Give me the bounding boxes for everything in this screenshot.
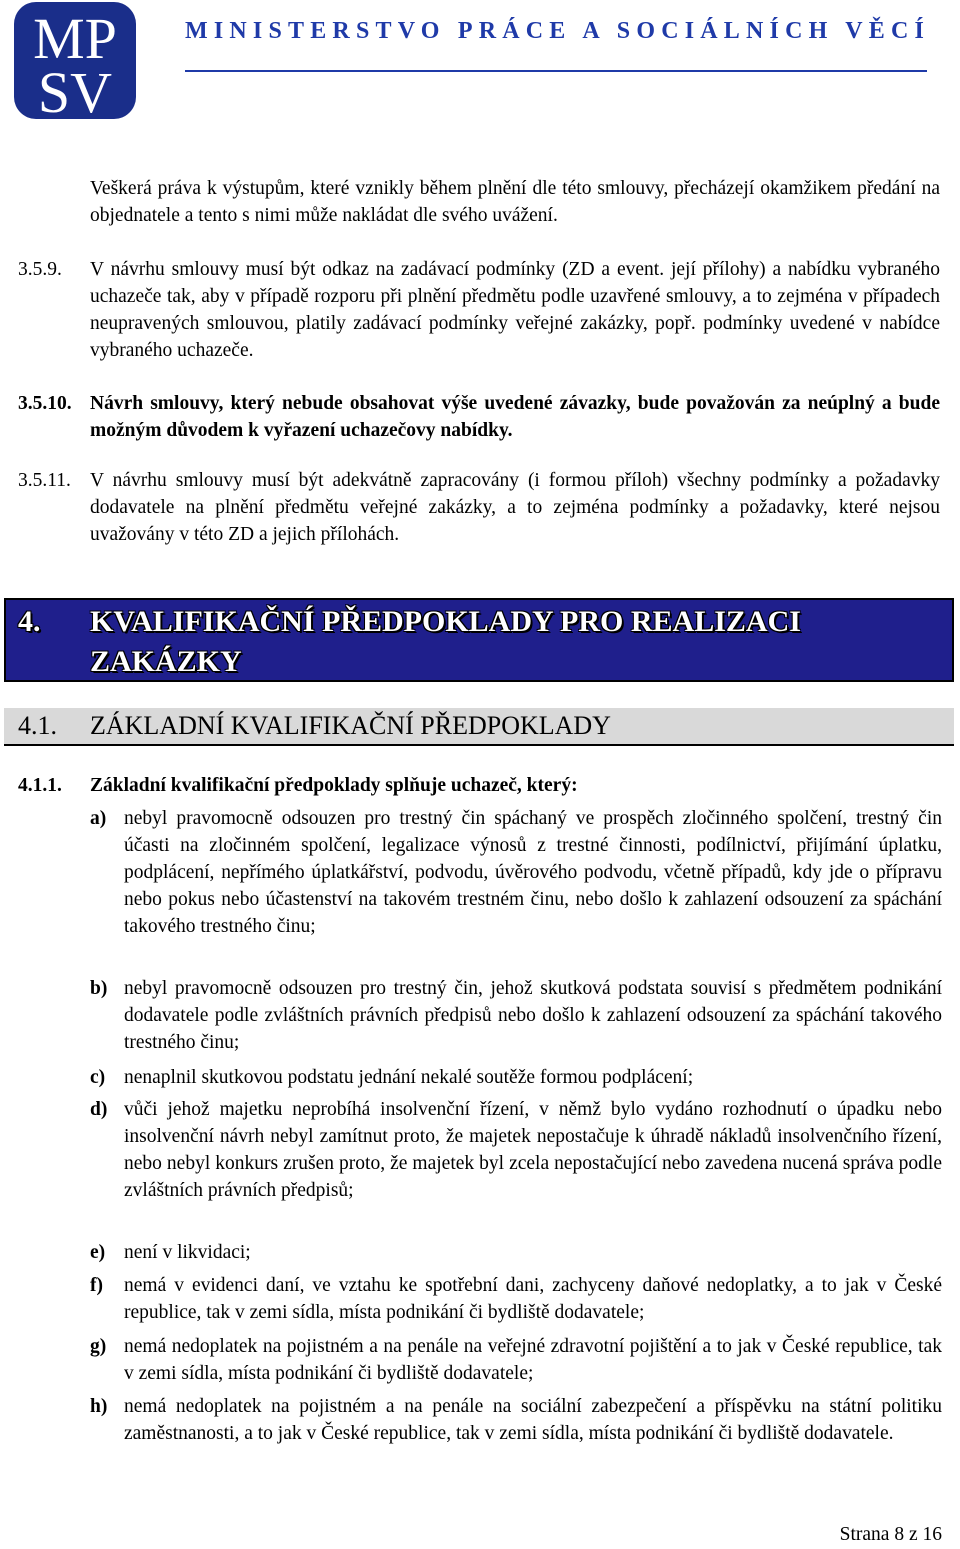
section-4-number: 4. <box>18 605 41 638</box>
list-item-letter-d: d) <box>90 1099 108 1120</box>
section-4-title: KVALIFIKAČNÍ PŘEDPOKLADY PRO REALIZACI ZAKÁZKY <box>90 605 801 678</box>
section-4-1-title: ZÁKLADNÍ KVALIFIKAČNÍ PŘEDPOKLADY <box>90 711 611 740</box>
logo-line2: SV <box>37 60 113 119</box>
list-item-text-f: nemá v evidenci daní, ve vztahu ke spotřební dani, zachyceny daňové nedoplatky, a to jak v České republice, tak v zemi sídla, místa podnikání či bydliště dodavatele; <box>124 1275 942 1323</box>
section-4-1-number: 4.1. <box>18 711 57 740</box>
paragraph-rights: Veškerá práva k výstupům, které vznikly během plnění dle této smlouvy, přecházejí okamžikem předání na objednatele a tento s nimi může nakládat dle svého uvážení. <box>90 178 940 226</box>
mpsv-logo <box>14 2 136 119</box>
section-number-4-1-1: 4.1.1. <box>18 775 62 796</box>
section-number-3-5-11: 3.5.11. <box>18 470 71 491</box>
logo-line1: MP <box>33 6 117 71</box>
list-item-text-b: nebyl pravomocně odsouzen pro trestný čin, jehož skutková podstata souvisí s předmětem podnikání dodavatele podle zvláštních právních předpisů nebo došlo k zahlazení odsouzení za spáchání takového trestného činu; <box>124 978 942 1053</box>
list-item-letter-b: b) <box>90 978 108 999</box>
list-item-text-g: nemá nedoplatek na pojistném a na penále na veřejné zdravotní pojištění a to jak v České republice, tak v zemi sídla, místa podnikání či bydliště dodavatele; <box>124 1336 942 1384</box>
list-item-text-a: nebyl pravomocně odsouzen pro trestný čin spáchaný ve prospěch zločinného spolčení, trestný čin účasti na zločinném spolčení, legalizace výnosů z trestné činnosti, podílnictví, přijímání úplatku, podplácení, nepřímého úplatkářství, podvodu, úvěrového podvodu, včetně případů, kdy jde o přípravu nebo pokus nebo účastenství na takovém trestném činu, nebo došlo k zahlazení odsouzení za spáchání takového trestného činu; <box>124 808 942 937</box>
page-number: Strana 8 z 16 <box>839 1524 942 1545</box>
list-item-letter-f: f) <box>90 1275 103 1296</box>
list-item-letter-c: c) <box>90 1067 106 1088</box>
section-number-3-5-9: 3.5.9. <box>18 259 62 280</box>
section-number-3-5-10: 3.5.10. <box>18 393 72 414</box>
list-item-text-e: není v likvidaci; <box>124 1242 251 1263</box>
paragraph-3-5-10: Návrh smlouvy, který nebude obsahovat výše uvedené závazky, bude považován za neúplný a bude možným důvodem k vyřazení uchazečovy nabídky. <box>90 393 940 441</box>
section-4-1-1-title: Základní kvalifikační předpoklady splňuje uchazeč, který: <box>90 775 578 796</box>
header-rule <box>185 70 927 72</box>
list-item-text-d: vůči jehož majetku neprobíhá insolvenční řízení, v němž bylo vydáno rozhodnutí o úpadku nebo insolvenční návrh nebyl zamítnut proto, že majetek nepostačuje k úhradě nákladů insolvenčního řízení, nebo nebyl konkurs zrušen proto, že majetek byl zcela nepostačující nebo zavedena nucená správa podle zvláštních právních předpisů; <box>124 1099 942 1201</box>
list-item-letter-g: g) <box>90 1336 107 1357</box>
list-item-letter-a: a) <box>90 808 107 829</box>
list-item-letter-h: h) <box>90 1396 108 1417</box>
paragraph-3-5-11: V návrhu smlouvy musí být adekvátně zapracovány (i formou příloh) všechny podmínky a požadavky dodavatele na plnění předmětu veřejné zakázky, a to zejména podmínky a požadavky, které nejsou uvažovány v této ZD a jejich přílohách. <box>90 470 940 545</box>
list-item-text-h: nemá nedoplatek na pojistném a na penále na sociální zabezpečení a příspěvku na státní politiku zaměstnanosti, a to jak v České republice, tak v zemi sídla, místa podnikání či bydliště dodavatele. <box>124 1396 942 1444</box>
paragraph-3-5-9: V návrhu smlouvy musí být odkaz na zadávací podmínky (ZD a event. její přílohy) a nabídku vybraného uchazeče tak, aby v případě rozporu při plnění předmětu podle uzavřené smlouvy, a to zejména v případech neupravených smlouvou, platily zadávací podmínky veřejné zakázky, popř. podmínky uvedené v nabídce vybraného uchazeče. <box>90 259 940 361</box>
list-item-letter-e: e) <box>90 1242 106 1263</box>
ministry-name: MINISTERSTVO PRÁCE A SOCIÁLNÍCH VĚCÍ <box>185 18 931 44</box>
list-item-text-c: nenaplnil skutkovou podstatu jednání nekalé soutěže formou podplácení; <box>124 1067 694 1088</box>
